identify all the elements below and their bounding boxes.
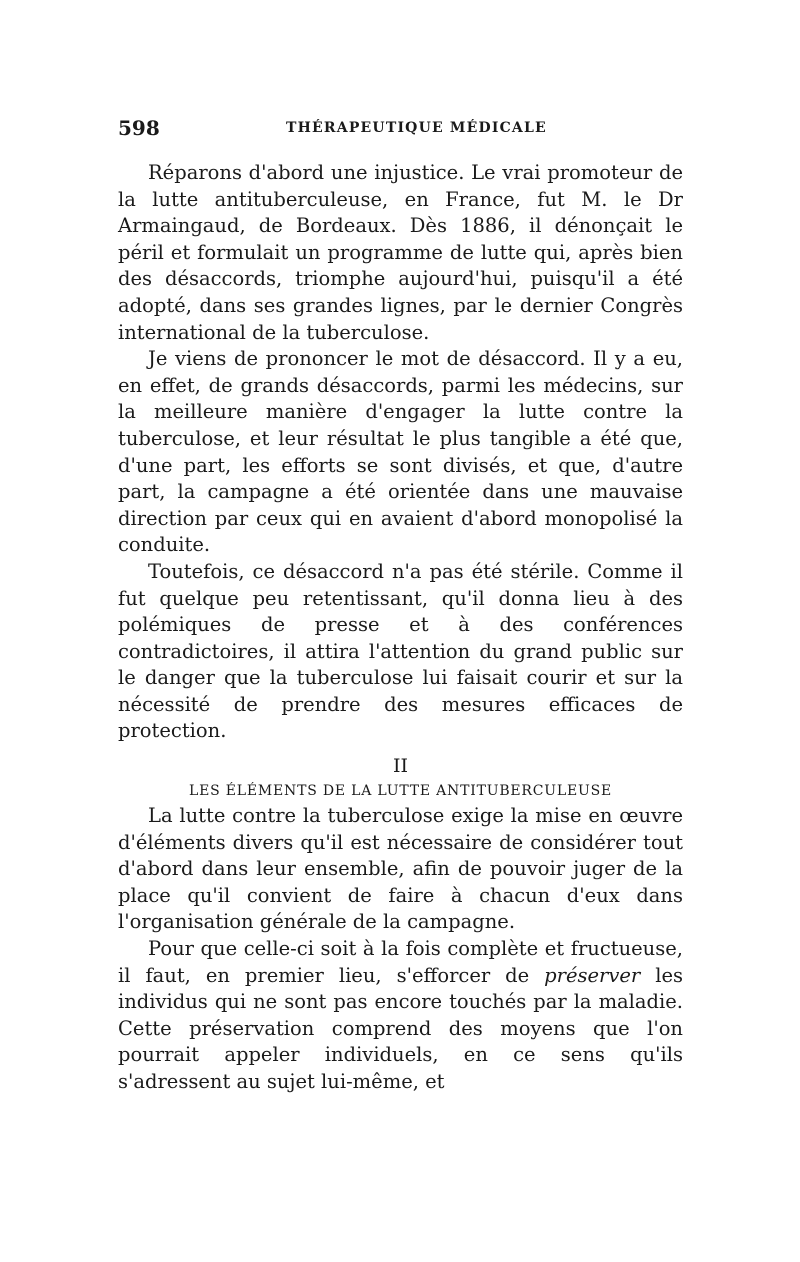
- paragraph-5-start: Pour que celle-ci soit à la fois complète et fructueuse, il faut, en premier lieu, s'efforcer de: [118, 937, 683, 987]
- paragraph-2: Je viens de prononcer le mot de désaccord. Il y a eu, en effet, de grands désaccords, parmi les médecins, sur la meilleure manière d'engager la lutte contre la tuberculose, et leur résultat le plus tangible a été que, d'une part, les efforts se sont divisés, et que, d'autre part, la campagne a été orientée dans une mauvaise direction par ceux qui en avaient d'abord monopolisé la conduite.: [118, 347, 683, 557]
- page-number: 598: [118, 116, 160, 140]
- paragraph-4: La lutte contre la tuberculose exige la mise en œuvre d'éléments divers qu'il est nécessaire de considérer tout d'abord dans leur ensemble, afin de pouvoir juger de la place qu'il convient de faire à chacun d'eux dans l'organisation générale de la campagne.: [118, 804, 683, 934]
- running-title: THÉRAPEUTIQUE MÉDICALE: [286, 120, 547, 136]
- running-head: [118, 116, 683, 146]
- book-page: [118, 116, 683, 1096]
- italic-word: préserver: [544, 963, 641, 987]
- section-number: II: [392, 755, 408, 778]
- paragraph-3: Toutefois, ce désaccord n'a pas été stérile. Comme il fut quelque peu retentissant, qu'il donna lieu à des polémiques de presse et à des conférences contradictoires, il attira l'attention du grand public sur le danger que la tuberculose lui faisait courir et sur la nécessité de prendre des mesures efficaces de protection.: [118, 559, 683, 743]
- paragraph-5-end: les individus qui ne sont pas encore touchés par la maladie. Cette préservation comprend des moyens que l'on pourrait appeler individuels, en ce sens qu'ils s'adressent au sujet lui-même, et: [118, 963, 684, 1093]
- section-title: LES ÉLÉMENTS DE LA LUTTE ANTITUBERCULEUSE: [188, 783, 612, 800]
- paragraph-1: Réparons d'abord une injustice. Le vrai promoteur de la lutte antituberculeuse, en France, fut M. le Dr Armaingaud, de Bordeaux. Dès 1886, il dénonçait le péril et formulait un programme de lutte qui, après bien des désaccords, triomphe aujourd'hui, puisqu'il a été adopté, dans ses grandes lignes, par le dernier Congrès international de la tuberculose.: [118, 161, 683, 344]
- paragraph-5: [118, 936, 683, 1096]
